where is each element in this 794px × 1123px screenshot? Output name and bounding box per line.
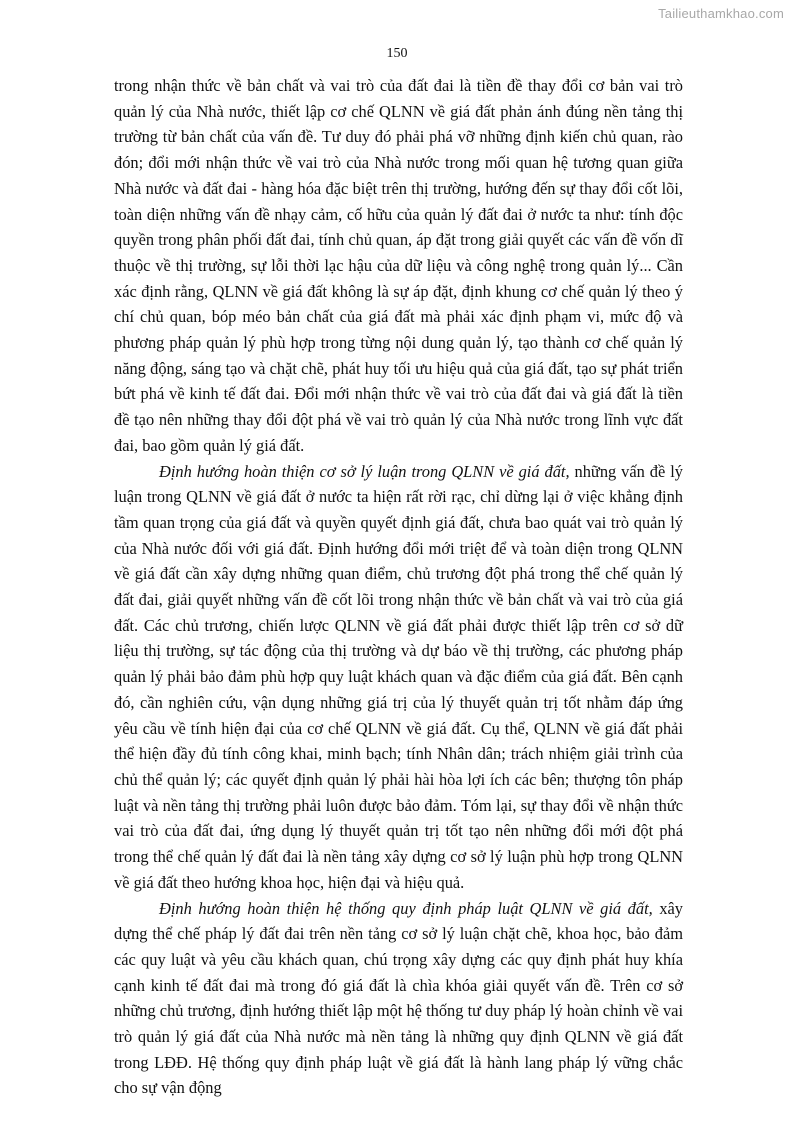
- document-body: [114, 73, 683, 1101]
- paragraph-3: [114, 896, 683, 1102]
- page-number: 150: [386, 46, 408, 61]
- paragraph-3-italic-lead: Định hướng hoàn thiện hệ thống quy định pháp luật QLNN về giá đất,: [159, 898, 653, 918]
- paragraph-2-text: những vấn đề lý luận trong QLNN về giá đất ở nước ta hiện rất rời rạc, chỉ dừng lại ở việc khẳng định tầm quan trọng của giá đất và quyền quyết định giá đất, chưa bao quát vai trò quản lý của Nhà nước đối với giá đất. Định hướng đổi mới triệt để và toàn diện trong QLNN về giá đất cần xây dựng những quan điểm, chủ trương đột phá trong thể chế quản lý đất đai, giải quyết những vấn đề cốt lõi trong nhận thức về bản chất và vai trò của giá đất. Các chủ trương, chiến lược QLNN về giá đất phải được thiết lập trên cơ sở dữ liệu thị trường, sự tác động của thị trường và dự báo về thị trường, các phương pháp quản lý phải bảo đảm phù hợp quy luật khách quan và đặc điểm của giá đất. Bên cạnh đó, cần nghiên cứu, vận dụng những giá trị của lý thuyết quản trị tốt nhằm đáp ứng yêu cầu về tính hiện đại của cơ chế QLNN về giá đất. Cụ thể, QLNN về giá đất phải thể hiện đầy đủ tính công khai, minh bạch; tính Nhân dân; trách nhiệm giải trình của chủ thể quản lý; các quyết định quản lý phải hài hòa lợi ích các bên; thượng tôn pháp luật và nền tảng thị trường phải luôn được bảo đảm. Tóm lại, sự thay đổi về nhận thức vai trò của đất đai, ứng dụng lý thuyết quản trị tốt tạo nên những đổi mới đột phá trong thể chế quản lý đất đai là nền tảng xây dựng cơ sở lý luận phù hợp trong QLNN về giá đất theo hướng khoa học, hiện đại và hiệu quả.: [114, 461, 683, 892]
- paragraph-1: [114, 73, 683, 459]
- watermark-text: Tailieuthamkhao.com: [658, 6, 784, 21]
- paragraph-2-italic-lead: Định hướng hoàn thiện cơ sở lý luận trong QLNN về giá đất,: [159, 461, 570, 481]
- paragraph-2: [114, 459, 683, 896]
- paragraph-1-text: trong nhận thức về bản chất và vai trò của đất đai là tiền đề thay đổi cơ bản vai trò quản lý của Nhà nước, thiết lập cơ chế QLNN về giá đất phản ánh đúng nền tảng thị trường từ bản chất của vấn đề. Tư duy đó phải phá vỡ những định kiến chủ quan, rào đón; đổi mới nhận thức về vai trò của Nhà nước trong mối quan hệ tương quan giữa Nhà nước và đất đai - hàng hóa đặc biệt trên thị trường, hướng đến sự thay đổi cốt lõi, toàn diện những vấn đề nhạy cảm, cố hữu của quản lý đất đai ở nước ta như: tính độc quyền trong phân phối đất đai, tính chủ quan, áp đặt trong giải quyết các vấn đề vốn dĩ thuộc về thị trường, sự lỗi thời lạc hậu của dữ liệu và công nghệ trong quản lý... Cần xác định rằng, QLNN về giá đất không là sự áp đặt, định khung cơ chế quản lý theo ý chí chủ quan, bóp méo bản chất của giá đất mà phải xác định phạm vi, mức độ và phương pháp quản lý phù hợp trong từng nội dung quản lý, tạo thành cơ chế quản lý năng động, sáng tạo và chặt chẽ, phát huy tối ưu hiệu quả của giá đất, tạo sự phát triển bứt phá về kinh tế đất đai. Đổi mới nhận thức về vai trò của đất đai và giá đất là tiền đề tạo nên những thay đổi đột phá về vai trò quản lý của Nhà nước trong lĩnh vực đất đai, bao gồm quản lý giá đất.: [114, 76, 683, 455]
- paragraph-3-text: xây dựng thể chế pháp lý đất đai trên nền tảng cơ sở lý luận chặt chẽ, khoa học, bảo đảm các quy luật và yêu cầu khách quan, chú trọng xây dựng các quy định phát huy khía cạnh kinh tế đất đai mà trong đó giá đất là chìa khóa giải quyết vấn đề. Trên cơ sở những chủ trương, định hướng thiết lập một hệ thống tư duy pháp lý hoàn chỉnh về vai trò quản lý giá đất của Nhà nước mà nền tảng là những quy định QLNN về giá đất trong LĐĐ. Hệ thống quy định pháp luật về giá đất là hành lang pháp lý vững chắc cho sự vận động: [114, 898, 684, 1098]
